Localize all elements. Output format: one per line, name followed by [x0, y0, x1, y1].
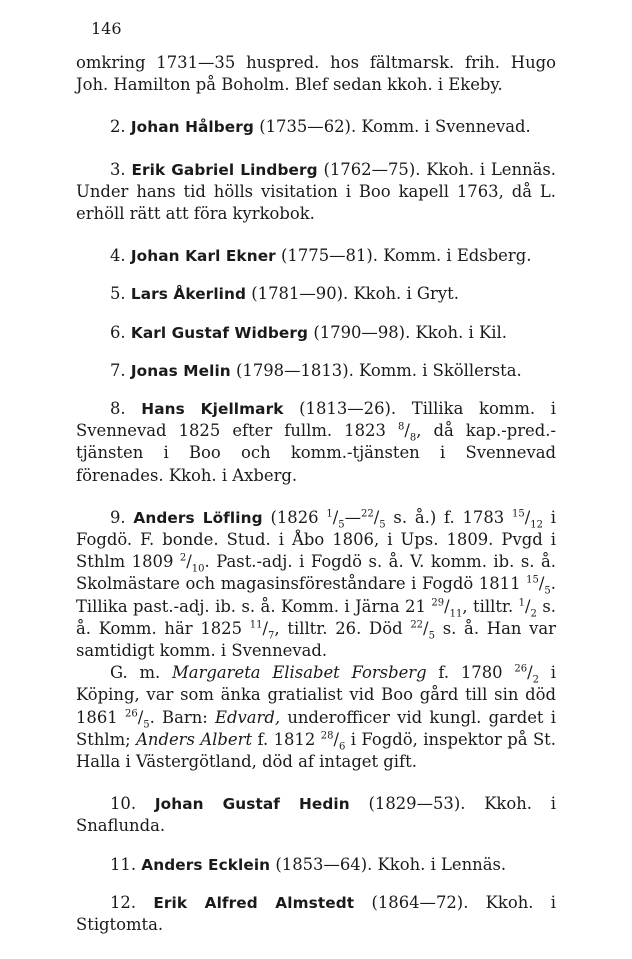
fraction-numerator: 22: [410, 619, 424, 631]
entry-9: [76, 507, 556, 662]
entry-text: (1798—1813). Komm. i Sköllersta.: [230, 360, 522, 380]
entry-name: Erik Gabriel Lindberg: [131, 160, 318, 179]
entry-3: [76, 159, 556, 226]
fraction-denominator: 5: [143, 718, 150, 730]
fraction-numerator: 26: [124, 708, 138, 720]
fraction-numerator: 28: [320, 730, 334, 742]
fraction-numerator: 15: [511, 508, 525, 520]
entry-name: Johan Karl Ekner: [130, 247, 276, 266]
fraction-numerator: 1: [326, 508, 333, 520]
entry-text: (1735—62). Komm. i Svennevad.: [253, 117, 531, 137]
fraction-denominator: 11: [449, 607, 463, 619]
entry-name: Hans Kjellmark: [141, 400, 284, 419]
entry-number: 4.: [110, 246, 126, 266]
italic-name: Edvard,: [215, 707, 281, 727]
entry-text: (1775—81). Komm. i Edsberg.: [275, 246, 532, 266]
entry-name: Anders Ecklein: [141, 855, 271, 874]
entry-text: (1790—98). Kkoh. i Kil.: [308, 322, 507, 342]
fraction-denominator: 5: [544, 585, 551, 597]
entry-number: 9.: [110, 507, 126, 527]
fraction-numerator: 11: [249, 619, 263, 631]
entry-number: 2.: [110, 117, 126, 137]
fraction-denominator: 5: [428, 630, 435, 642]
entry-text: , då kap.-pred.-tjänsten i Boo och komm.-tjänsten i Svennevad förenades. Kkoh. i Axberg.: [76, 421, 556, 485]
entry-name: Erik Alfred Almstedt: [153, 893, 355, 912]
entry-number: 8.: [110, 399, 126, 419]
fraction-numerator: 29: [431, 597, 445, 609]
entry-2: [76, 116, 556, 138]
fraction-denominator: 2: [532, 674, 539, 686]
fraction-numerator: 15: [526, 574, 539, 586]
entry-name: Anders Löfling: [133, 508, 263, 527]
fraction-denominator: 5: [338, 519, 345, 531]
entry-name: Karl Gustaf Widberg: [130, 323, 309, 342]
entry-number: 11.: [110, 854, 137, 874]
entry-name: Johan Gustaf Hedin: [154, 795, 350, 814]
fraction-denominator: 2: [530, 607, 537, 619]
page-body: [76, 52, 556, 936]
entry-number: 10.: [110, 794, 137, 814]
italic-name: Anders Albert: [136, 729, 253, 749]
fraction-denominator: 12: [530, 519, 543, 531]
entry-11: [76, 854, 556, 876]
fraction-numerator: 2: [179, 552, 187, 564]
fraction: $^8/_8$: [397, 421, 417, 444]
fraction-denominator: 7: [268, 630, 275, 642]
entry-6: [76, 322, 556, 344]
entry-10: [76, 793, 556, 837]
entry-text: (1829—53). Kkoh. i Snaflunda.: [76, 794, 556, 836]
entry-12: [76, 892, 556, 936]
entry-text: (1762—75). Kkoh. i Lennäs. Under hans tid hölls visitation i Boo kapell 1763, då L. erhöll rätt att föra kyrkobok.: [76, 159, 556, 224]
entry-number: 3.: [110, 159, 126, 179]
entry-9-marriage: [76, 662, 556, 773]
fraction-denominator: 10: [191, 563, 205, 575]
entry-number: 7.: [110, 360, 126, 380]
entry-text: (1781—90). Kkoh. i Gryt.: [246, 284, 459, 304]
entry-text: (1864—72). Kkoh. i Stigtomta.: [76, 892, 556, 935]
entry-8: [76, 398, 556, 487]
fraction-denominator: 6: [338, 741, 346, 753]
fraction-numerator: 26: [514, 663, 528, 675]
entry-number: 6.: [110, 322, 126, 342]
entry-number: 12.: [110, 892, 137, 912]
fraction-denominator: 5: [379, 519, 386, 531]
fraction-numerator: 22: [361, 508, 374, 520]
marriage-text: G. m. Margareta Elisabet Forsberg f. 1780 $^{26}/_2$ i Köping, var som änka gratialist vid Boo gård till sin död 1861 $^{26}/_5$. Barn: Edvard, underofficer vid kungl. gardet i Sthlm; Anders Albert f. 1812 $^{28}/_6$ i Fogdö, inspektor på St. Halla i Västergötland, död af intaget gift.: [76, 663, 556, 772]
page-number: 146: [91, 19, 122, 38]
fraction-numerator: 1: [518, 597, 526, 609]
entry-4: [76, 245, 556, 267]
entry-name: Lars Åkerlind: [130, 285, 247, 304]
entry-text: (1853—64). Kkoh. i Lennäs.: [270, 854, 507, 874]
italic-name: Margareta Elisabet Forsberg: [172, 663, 427, 683]
entry-text: (1826 $^1/_5—^{22}/_5$ s. å.) f. 1783 $^{15}/_{12}$ i Fogdö. F. bonde. Stud. i Åbo 1806, i Ups. 1809. Pvgd i Sthlm 1809 $^2/_{10}$. Past.-adj. i Fogdö s. å. V. komm. ib. s. å. Skolmästare och magasinsföreståndare i Fogdö 1811 $^{15}/_5$. Tillika past.-adj. ib. s. å. Komm. i Järna 21 $^{29}/_{11}$, tilltr. $^1/_2$ s. å. Komm. här 1825 $^{11}/_7$, tilltr. 26. Död $^{22}/_5$ s. å. Han var samtidigt komm. i Svennevad.: [76, 507, 557, 661]
intro-paragraph: omkring 1731—35 huspred. hos fältmarsk. frih. Hugo Joh. Hamilton på Boholm. Blef sedan kkoh. i Ekeby.: [76, 53, 556, 95]
entry-number: 5.: [110, 284, 126, 304]
entry-name: Jonas Melin: [130, 361, 231, 380]
entry-name: Johan Hålberg: [130, 118, 254, 137]
entry-7: [76, 360, 556, 382]
entry-text: (1813—26). Tillika komm. i Svennevad 1825 efter fullm. 1823: [76, 399, 556, 441]
entry-5: [76, 283, 556, 305]
